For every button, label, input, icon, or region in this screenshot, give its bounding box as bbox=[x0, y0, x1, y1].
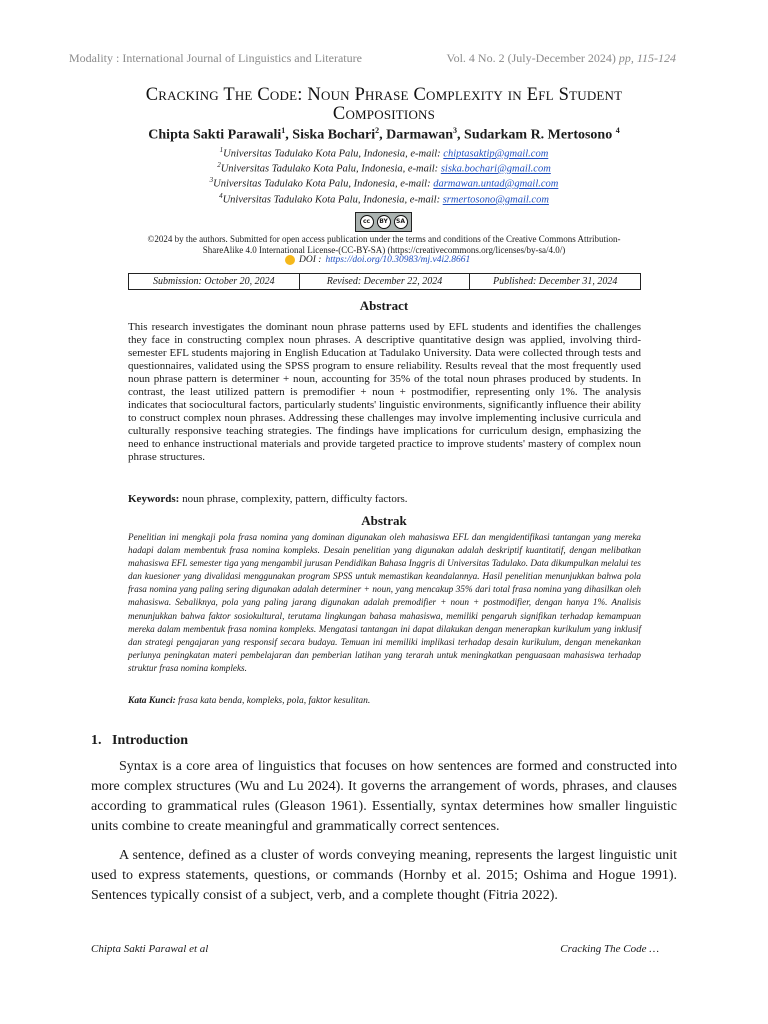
intro-body bbox=[91, 757, 677, 906]
abstrak-text: Penelitian ini mengkaji pola frasa nomina yang dominan digunakan oleh mahasiswa EFL dan mengidentifikasi tantangan yang mereka hadapi dalam membentuk frasa nomina kompleks. Desain penelitian yang digunakan adalah deskriptif kuantitatif, dengan melibatkan mahasiswa EFL semester tiga yang mengambil jurusan Pendidikan Bahasa Inggris di Universitas Tadulako. Data dikumpulkan melalui tes dan kuesioner yang divalidasi menggunakan program SPSS untuk memastikan keandalannya. Hasil penelitian menunjukkan bahwa pola frasa nomina yang paling sering digunakan adalah determiner + noun, yang mencakup 35% dari total frasa nomina yang dihasilkan oleh mahasiswa. Sebaliknya, pola yang paling jarang digunakan adalah premodifier + noun + postmodifier, dengan hanya 1%. Analisis menunjukkan bahwa faktor sosiokultural, terutama lingkungan bahasa mahasiswa, memiliki pengaruh signifikan terhadap kemampuan mereka dalam membentuk frasa nomina kompleks. Mengatasi tantangan ini dapat dilakukan dengan menerapkan kurikulum yang inklusif dan strategi pengajaran yang responsif secara budaya. Temuan ini memiliki implikasi terhadap desain kurikulum, dengan menekankan perlunya peningkatan materi pembelajaran dan pemberian latihan yang terarah untuk meningkatkan penguasaan mahasiswa terhadap struktur frasa nomina kompleks. bbox=[128, 532, 641, 673]
affiliation-1 bbox=[60, 146, 708, 160]
submission-date: Submission: October 20, 2024 bbox=[153, 276, 275, 287]
abstract-text: This research investigates the dominant noun phrase patterns used by EFL students and identifies the challenges they face in constructing complex noun phrases. A descriptive quantitative design was applied, involving third-semester EFL students majoring in English Education at Tadulako University. Data were collected through tests and questionnaires, validated using the SPSS program to ensure reliability. Results reveal that the most frequently used noun phrase pattern is determiner + noun, accounting for 35% of the total noun phrases produced by students. In contrast, the least utilized pattern is premodifier + noun + postmodifier, representing only 1%. The analysis indicates that sociocultural factors, particularly students' linguistic environments, significantly influence their ability to construct complex noun phrases. Addressing these challenges may involve implementing inclusive curricula and culturally responsive teaching strategies. The findings have implications for curriculum design, emphasizing the need to enhance instructional materials and provide targeted practice to improve students' mastery of complex noun phrase structures. bbox=[128, 321, 641, 463]
title-line-1: Cracking The Code: Noun Phrase Complexity in Efl Student bbox=[145, 85, 623, 105]
author-list: Chipta Sakti Parawali$^1$, Siska Bochari$^2$, Darmawan$^3$, Sudarkam R. Mertosono $^4$ bbox=[148, 126, 620, 143]
volume-text: Vol. 4 No. 2 (July-December 2024) bbox=[446, 51, 616, 65]
section-title: Introduction bbox=[112, 733, 188, 748]
author-sup: 2 bbox=[375, 126, 380, 135]
email-link[interactable]: chiptasaktip@gmail.com bbox=[443, 148, 549, 160]
section-heading-introduction bbox=[91, 733, 188, 749]
doi-link[interactable]: https://doi.org/10.30983/mj.v4i2.8661 bbox=[325, 255, 471, 265]
kata-kunci-label: Kata Kunci: bbox=[128, 696, 176, 706]
paragraph: Syntax is a core area of linguistics that focuses on how sentences are formed and constructed into more complex structures (Wu and Lu 2024). It governs the arrangement of words, phrases, and clauses according to grammatical rules (Gleason 1961). Essentially, syntax determines how smaller linguistic units combine to create meaningful and grammatically correct sentences. bbox=[91, 759, 677, 834]
sa-icon: SA bbox=[394, 215, 408, 229]
running-header-volume bbox=[446, 51, 676, 66]
license-statement: ©2024 by the authors. Submitted for open access publication under the terms and conditions of the Creative Commons Attribution-ShareAlike 4.0 International License-(CC-BY-SA) (https://creativecommons.org/licenses/by-sa/4.0/) bbox=[147, 234, 621, 255]
footer-title: Cracking The Code … bbox=[560, 943, 659, 955]
cc-license-badge[interactable] bbox=[355, 212, 412, 232]
by-icon: BY bbox=[377, 215, 391, 229]
author-sup: 4 bbox=[615, 126, 620, 135]
author-name: Darmawan bbox=[386, 127, 454, 143]
keywords-text: noun phrase, complexity, pattern, difficulty factors. bbox=[179, 493, 408, 505]
author-sup: 1 bbox=[281, 126, 286, 135]
author-name: Sudarkam R. Mertosono bbox=[464, 127, 613, 143]
paragraph: A sentence, defined as a cluster of words conveying meaning, represents the largest linguistic unit used to express statements, questions, or commands (Hornby et al. 2015; Oshima and Hogue 1991). Sentences typically consist of a subject, verb, and a complete thought (Fitria 2022). bbox=[91, 848, 677, 903]
abstrak-heading: Abstrak bbox=[361, 513, 407, 528]
author-name: Chipta Sakti Parawali bbox=[148, 127, 282, 143]
dates-table bbox=[128, 273, 641, 290]
doi-label: DOI : bbox=[299, 255, 322, 265]
doi-line bbox=[285, 255, 470, 265]
aff-sup: 2 bbox=[217, 161, 221, 169]
kata-kunci-text: frasa kata benda, kompleks, pola, faktor kesulitan. bbox=[175, 696, 371, 706]
aff-sup: 1 bbox=[219, 146, 224, 154]
running-header-journal: Modality : International Journal of Linguistics and Literature bbox=[69, 51, 362, 65]
published-date: Published: December 31, 2024 bbox=[469, 274, 640, 289]
affiliation-3 bbox=[60, 176, 708, 190]
aff-text: Universitas Tadulako Kota Palu, Indonesia, e-mail: bbox=[222, 194, 443, 206]
title-line-2: Compositions bbox=[332, 104, 436, 124]
page-range: pp, 115-124 bbox=[618, 51, 676, 65]
email-link[interactable]: siska.bochari@gmail.com bbox=[440, 163, 551, 175]
aff-sup: 3 bbox=[209, 176, 214, 184]
email-link[interactable]: darmawan.untad@gmail.com bbox=[433, 178, 559, 190]
affiliation-2 bbox=[60, 161, 708, 175]
aff-sup: 4 bbox=[219, 192, 223, 200]
aff-text: Universitas Tadulako Kota Palu, Indonesia, e-mail: bbox=[213, 178, 434, 190]
aff-text: Universitas Tadulako Kota Palu, Indonesia, e-mail: bbox=[223, 148, 444, 160]
doi-icon bbox=[285, 255, 295, 265]
cc-icon: cc bbox=[360, 215, 374, 229]
aff-text: Universitas Tadulako Kota Palu, Indonesia, e-mail: bbox=[220, 163, 441, 175]
paper-title bbox=[60, 86, 708, 124]
author-name: Siska Bochari bbox=[292, 127, 376, 143]
author-sup: 3 bbox=[453, 126, 458, 135]
revised-date: Revised: December 22, 2024 bbox=[299, 274, 470, 289]
kata-kunci bbox=[128, 696, 641, 706]
section-number: 1. bbox=[91, 733, 102, 748]
keywords-label: Keywords: bbox=[128, 493, 180, 505]
affiliation-4 bbox=[60, 192, 708, 206]
abstract-heading: Abstract bbox=[359, 298, 409, 313]
email-link[interactable]: srmertosono@gmail.com bbox=[442, 194, 549, 206]
keywords bbox=[128, 493, 641, 505]
footer-authors: Chipta Sakti Parawal et al bbox=[91, 943, 209, 955]
